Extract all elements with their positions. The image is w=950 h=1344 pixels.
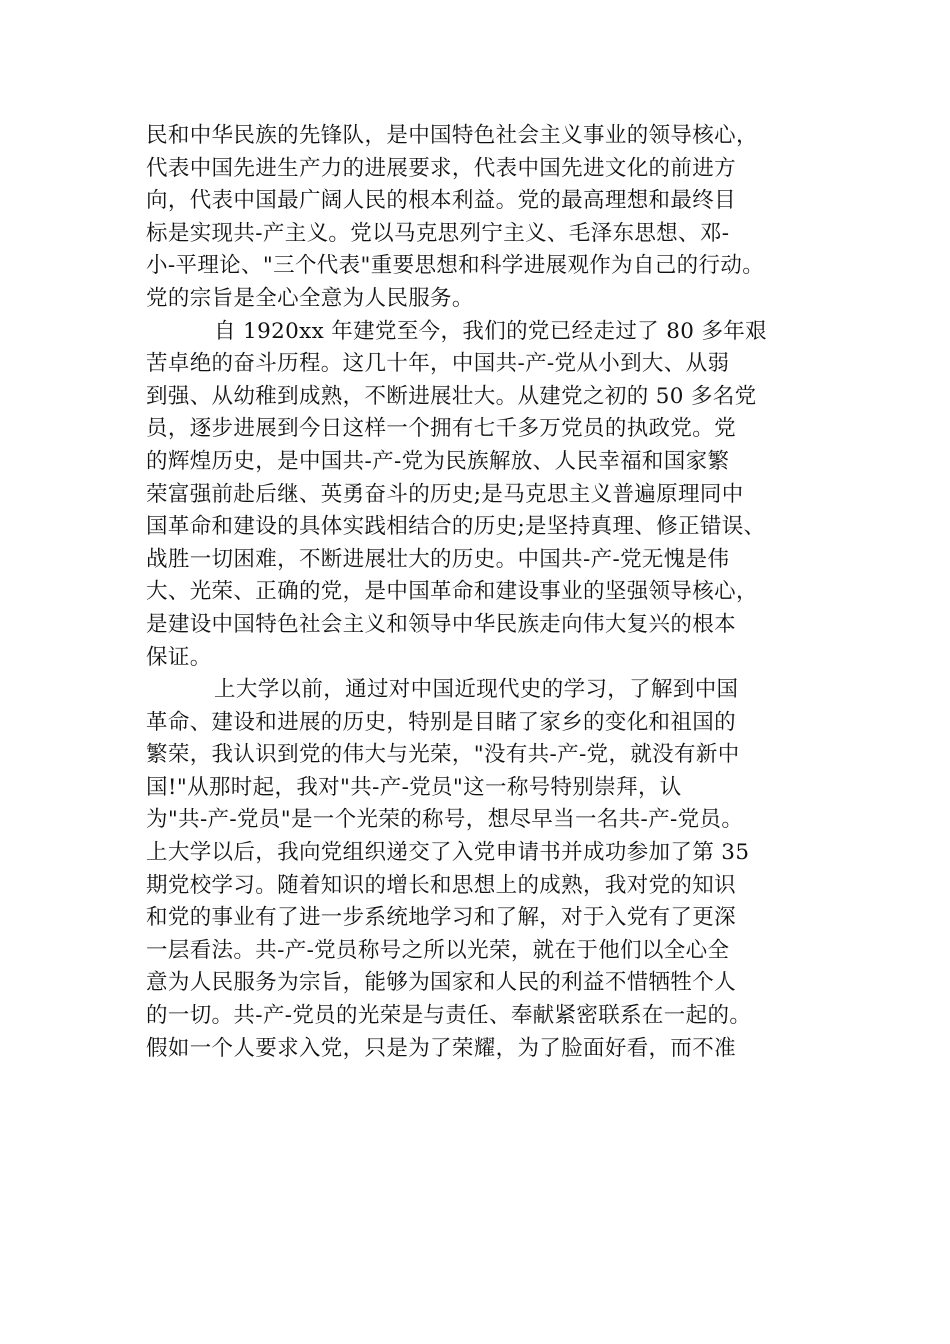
text-line: 是建设中国特色社会主义和领导中华民族走向伟大复兴的根本 bbox=[146, 611, 736, 637]
text-line: 小-平理论、"三个代表"重要思想和科学进展观作为自己的行动。 bbox=[146, 253, 765, 279]
text-line: 向，代表中国最广阔人民的根本利益。党的最高理想和最终目 bbox=[146, 188, 736, 214]
text-line: 期党校学习。随着知识的增长和思想上的成熟，我对党的知识 bbox=[146, 872, 736, 898]
text-line: 为"共-产-党员"是一个光荣的称号，想尽早当一名共-产-党员。 bbox=[146, 807, 744, 833]
text-line: 假如一个人要求入党，只是为了荣耀，为了脸面好看，而不准 bbox=[146, 1035, 736, 1061]
text-line: 国革命和建设的具体实践相结合的历史;是坚持真理、修正错误、 bbox=[146, 514, 766, 540]
paragraph-first-line: 上大学以前，通过对中国近现代史的学习，了解到中国 bbox=[214, 677, 739, 703]
text-line: 员，逐步进展到今日这样一个拥有七千多万党员的执政党。党 bbox=[146, 416, 736, 442]
text-line: 荣富强前赴后继、英勇奋斗的历史;是马克思主义普遍原理同中 bbox=[146, 481, 744, 507]
text-line: 大、光荣、正确的党，是中国革命和建设事业的坚强领导核心， bbox=[146, 579, 758, 605]
text-line: 国!"从那时起，我对"共-产-党员"这一称号特别崇拜，认 bbox=[146, 774, 682, 800]
document-body bbox=[146, 120, 826, 1065]
text-line: 战胜一切困难，不断进展壮大的历史。中国共-产-党无愧是伟 bbox=[146, 546, 730, 572]
text-line: 意为人民服务为宗旨，能够为国家和人民的利益不惜牺牲个人 bbox=[146, 970, 736, 996]
text-line: 的辉煌历史，是中国共-产-党为民族解放、人民幸福和国家繁 bbox=[146, 448, 730, 474]
text-line: 上大学以后，我向党组织递交了入党申请书并成功参加了第 35 bbox=[146, 840, 750, 866]
text-line: 繁荣，我认识到党的伟大与光荣，"没有共-产-党，就没有新中 bbox=[146, 742, 740, 768]
text-line: 的一切。共-产-党员的光荣是与责任、奉献紧密联系在一起的。 bbox=[146, 1003, 752, 1029]
text-line: 民和中华民族的先锋队，是中国特色社会主义事业的领导核心， bbox=[146, 123, 758, 148]
text-line: 到强、从幼稚到成熟，不断进展壮大。从建党之初的 50 多名党 bbox=[146, 383, 757, 409]
text-line: 保证。 bbox=[146, 644, 212, 670]
text-line: 一层看法。共-产-党员称号之所以光荣，就在于他们以全心全 bbox=[146, 937, 730, 963]
text-line: 代表中国先进生产力的进展要求，代表中国先进文化的前进方 bbox=[146, 155, 736, 181]
text-line: 苦卓绝的奋斗历程。这几十年，中国共-产-党从小到大、从弱 bbox=[146, 351, 730, 377]
text-line: 和党的事业有了进一步系统地学习和了解，对于入党有了更深 bbox=[146, 905, 736, 931]
text-line: 革命、建设和进展的历史，特别是目睹了家乡的变化和祖国的 bbox=[146, 709, 736, 735]
text-line: 党的宗旨是全心全意为人民服务。 bbox=[146, 285, 474, 311]
paragraph-first-line: 自 1920xx 年建党至今，我们的党已经走过了 80 多年艰 bbox=[214, 318, 768, 344]
text-line: 标是实现共-产主义。党以马克思列宁主义、毛泽东思想、邓- bbox=[146, 220, 730, 246]
